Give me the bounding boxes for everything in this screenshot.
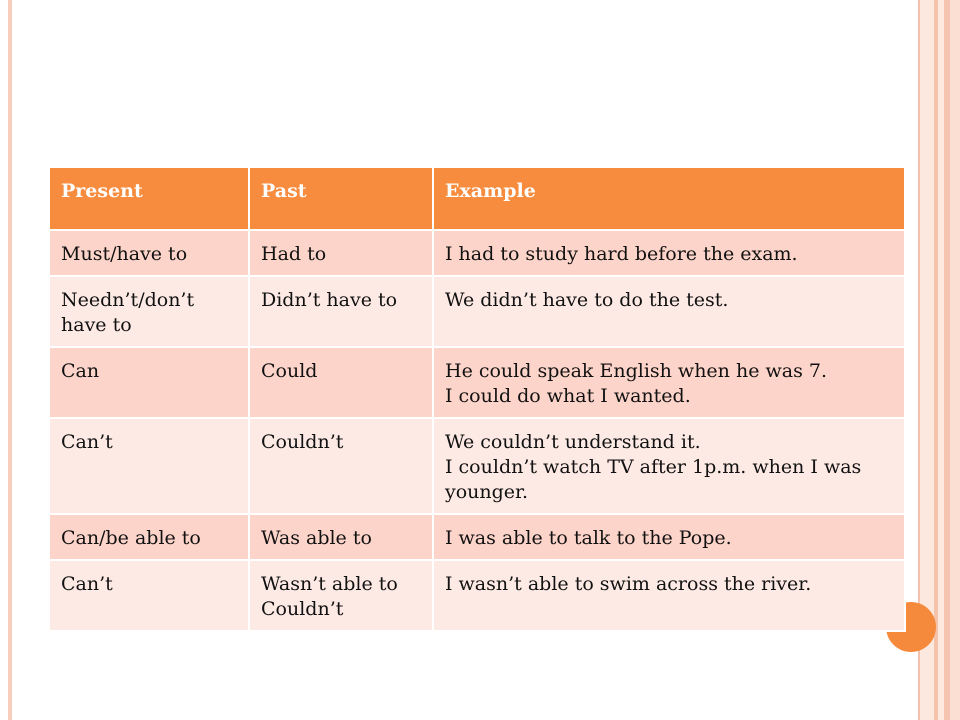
cell-text: I could do what I wanted. (445, 385, 691, 407)
table-row (49, 514, 905, 560)
cell-present (49, 514, 249, 560)
cell-text: Needn’t/don’t have to (61, 289, 195, 336)
cell-text: I couldn’t watch TV after 1p.m. when I was younger. (445, 456, 862, 503)
cell-example (433, 230, 905, 276)
cell-past (249, 560, 433, 631)
cell-example (433, 560, 905, 631)
cell-text: Couldn’t (261, 598, 344, 620)
cell-text: I had to study hard before the exam. (445, 243, 798, 265)
cell-past (249, 347, 433, 418)
cell-text: Didn’t have to (261, 289, 398, 311)
cell-past (249, 276, 433, 347)
cell-present (49, 347, 249, 418)
slide-frame-line (950, 0, 960, 720)
cell-text: Couldn’t (261, 431, 344, 453)
modal-verbs-table (48, 166, 906, 632)
header-present: Present (49, 167, 249, 230)
cell-text: Can’t (61, 431, 113, 453)
table-row (49, 418, 905, 514)
cell-past (249, 514, 433, 560)
cell-text: Wasn’t able to (261, 573, 398, 595)
cell-text: We couldn’t understand it. (445, 431, 701, 453)
cell-text: Can (61, 360, 100, 382)
cell-past (249, 418, 433, 514)
cell-example (433, 276, 905, 347)
cell-text: I wasn’t able to swim across the river. (445, 573, 812, 595)
cell-example (433, 418, 905, 514)
table-row (49, 276, 905, 347)
cell-example (433, 347, 905, 418)
header-past: Past (249, 167, 433, 230)
cell-text: Can’t (61, 573, 113, 595)
table-row (49, 347, 905, 418)
cell-text: He could speak English when he was 7. (445, 360, 827, 382)
cell-text: We didn’t have to do the test. (445, 289, 729, 311)
cell-present (49, 276, 249, 347)
cell-text: Could (261, 360, 318, 382)
cell-present (49, 560, 249, 631)
table-row (49, 560, 905, 631)
table-body (49, 230, 905, 631)
cell-text: Must/have to (61, 243, 188, 265)
cell-text: Was able to (261, 527, 372, 549)
slide-frame-left (8, 0, 12, 720)
cell-example (433, 514, 905, 560)
cell-past (249, 230, 433, 276)
cell-text: I was able to talk to the Pope. (445, 527, 732, 549)
cell-text: Had to (261, 243, 327, 265)
header-example: Example (433, 167, 905, 230)
cell-present (49, 230, 249, 276)
table-row (49, 230, 905, 276)
cell-present (49, 418, 249, 514)
table-header-row (49, 167, 905, 230)
cell-text: Can/be able to (61, 527, 201, 549)
